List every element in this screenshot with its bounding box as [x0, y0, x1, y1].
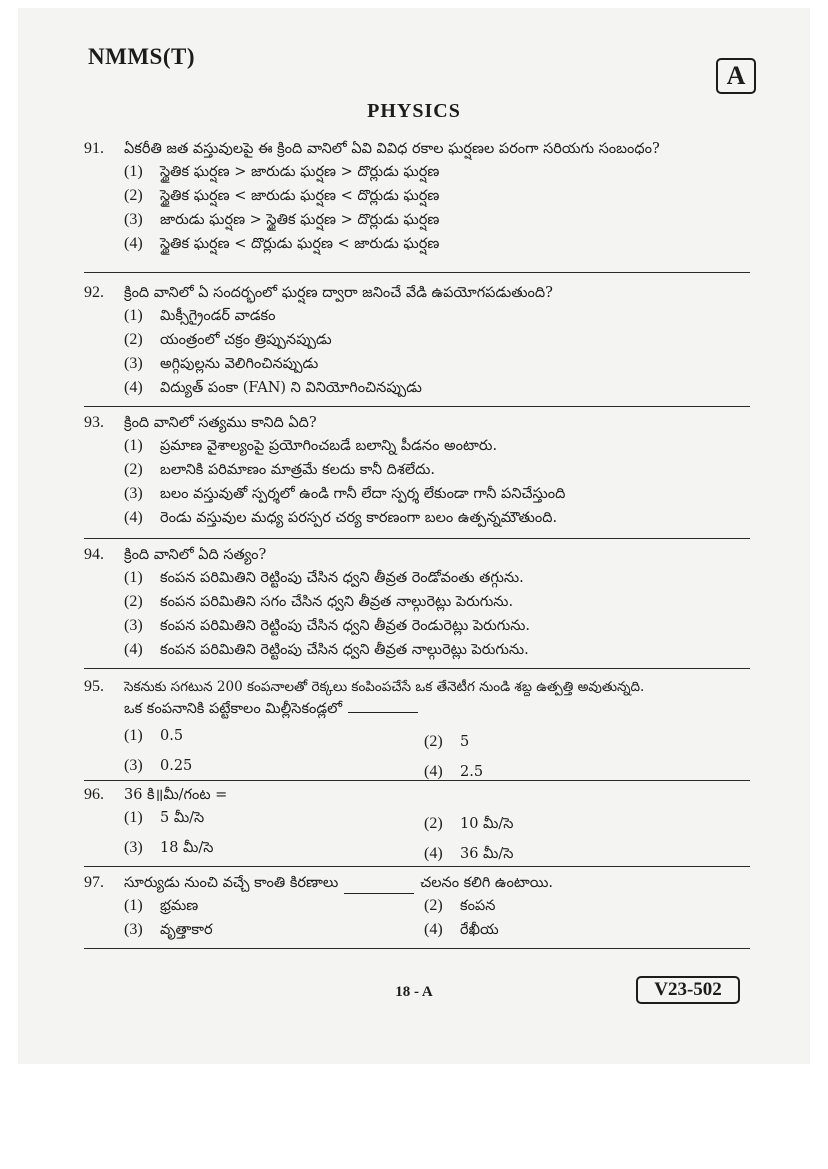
option: (2) 5: [424, 733, 470, 750]
question-text: 36 కి॥మీ/గంట =: [124, 787, 228, 803]
question-text: క్రింది వానిలో ఏది సత్యం?: [124, 547, 267, 563]
booklet-code: V23-502: [636, 976, 740, 1004]
divider: [84, 272, 750, 273]
question-text: క్రింది వానిలో ఏ సందర్భంలో ఘర్షణ ద్వారా జనించే వేడి ఉపయోగపడుతుంది?: [124, 285, 553, 301]
question-95: [84, 676, 754, 784]
option: (2) 10 మీ/సె: [424, 815, 514, 832]
option: (1) కంపన పరిమితిని రెట్టింపు చేసిన ధ్వని తీవ్రత రెండోవంతు తగ్గును.: [124, 569, 524, 586]
option: (1) స్థైతిక ఘర్షణ > జారుడు ఘర్షణ > దొర్లుడు ఘర్షణ: [124, 163, 440, 180]
question-number: 91.: [84, 140, 104, 157]
question-91: [84, 138, 754, 256]
option: (2) బలానికి పరిమాణం మాత్రమే కలదు కానీ దిశలేదు.: [124, 461, 436, 478]
option: (1) 5 మీ/సె: [124, 809, 205, 826]
question-number: 97.: [84, 874, 104, 891]
option: (1) మిక్సీగ్రైండర్ వాడకం: [124, 307, 276, 324]
section-title: PHYSICS: [367, 100, 461, 122]
option: (3) 18 మీ/సె: [124, 839, 214, 856]
question-number: 94.: [84, 546, 104, 563]
option: (2) కంపన: [424, 897, 496, 914]
question-text: సెకనుకు సగటున 200 కంపనాలతో రెక్కలు కంపింపచేసే ఒక తేనెటీగ నుండి శబ్ద ఉత్పత్తి అవుతున్నది.: [124, 679, 645, 695]
option: (4) స్థైతిక ఘర్షణ < దొర్లుడు ఘర్షణ < జారుడు ఘర్షణ: [124, 235, 440, 252]
question-text: సూర్యుడు నుంచి వచ్చే కాంతి కిరణాలు చలనం కలిగి ఉంటాయి.: [124, 872, 754, 894]
answer-blank: [348, 698, 418, 713]
divider: [84, 866, 750, 867]
option: (1) ప్రమాణ వైశాల్యంపై ప్రయోగించబడే బలాన్ని పీడనం అంటారు.: [124, 437, 498, 454]
divider: [84, 948, 750, 949]
option: (4) రెండు వస్తువుల మధ్య పరస్పర చర్య కారణంగా బలం ఉత్పన్నమౌతుంది.: [124, 509, 558, 526]
page-number: 18 - A: [395, 984, 433, 1000]
divider: [84, 780, 750, 781]
question-97: [84, 872, 754, 942]
question-94: [84, 544, 754, 662]
answer-blank: [344, 879, 414, 894]
option: (3) 0.25: [124, 757, 193, 774]
exam-title: NMMS(T): [88, 44, 195, 69]
question-93: [84, 412, 754, 530]
option: (4) రేఖీయ: [424, 921, 499, 938]
option: (4) 2.5: [424, 763, 484, 780]
divider: [84, 406, 750, 407]
option: (2) కంపన పరిమితిని సగం చేసిన ధ్వని తీవ్రత నాల్గురెట్లు పెరుగును.: [124, 593, 514, 610]
option: (4) కంపన పరిమితిని రెట్టింపు చేసిన ధ్వని తీవ్రత నాల్గురెట్లు పెరుగును.: [124, 641, 529, 658]
question-number: 95.: [84, 678, 104, 695]
question-text: ఏకరీతి జత వస్తువులపై ఈ క్రింది వానిలో ఏవి వివిధ రకాల ఘర్షణల పరంగా సరియగు సంబంధం?: [124, 141, 660, 157]
option: (1) 0.5: [124, 727, 184, 744]
question-number: 92.: [84, 284, 104, 301]
divider: [84, 668, 750, 669]
option: (4) విద్యుత్ పంకా (FAN) ని వినియోగించినప్పుడు: [124, 379, 422, 396]
question-96: [84, 784, 754, 866]
option: (3) బలం వస్తువుతో స్పర్శలో ఉండి గానీ లేదా స్పర్శ లేకుండా గానీ పనిచేస్తుంది: [124, 485, 566, 502]
question-text: క్రింది వానిలో సత్యము కానిది ఏది?: [124, 415, 317, 431]
option: (3) అగ్గిపుల్లను వెలిగించినప్పుడు: [124, 355, 319, 372]
option: (2) యంత్రంలో చక్రం త్రిప్పునప్పుడు: [124, 331, 332, 348]
question-number: 96.: [84, 786, 104, 803]
option: (2) స్థైతిక ఘర్షణ < జారుడు ఘర్షణ < దొర్లుడు ఘర్షణ: [124, 187, 440, 204]
option: (3) కంపన పరిమితిని రెట్టింపు చేసిన ధ్వని తీవ్రత రెండురెట్లు పెరుగును.: [124, 617, 531, 634]
question-92: [84, 282, 754, 400]
option: (3) జారుడు ఘర్షణ > స్థైతిక ఘర్షణ > దొర్లుడు ఘర్షణ: [124, 211, 440, 228]
option: (4) 36 మీ/సె: [424, 845, 514, 862]
option: (1) భ్రమణ: [124, 897, 199, 914]
question-text-continued: ఒక కంపనానికి పట్టేకాలం మిల్లీసెకండ్లలో: [124, 701, 343, 717]
divider: [84, 538, 750, 539]
option: (3) వృత్తాకార: [124, 921, 213, 938]
version-box: A: [716, 58, 756, 94]
question-number: 93.: [84, 414, 104, 431]
